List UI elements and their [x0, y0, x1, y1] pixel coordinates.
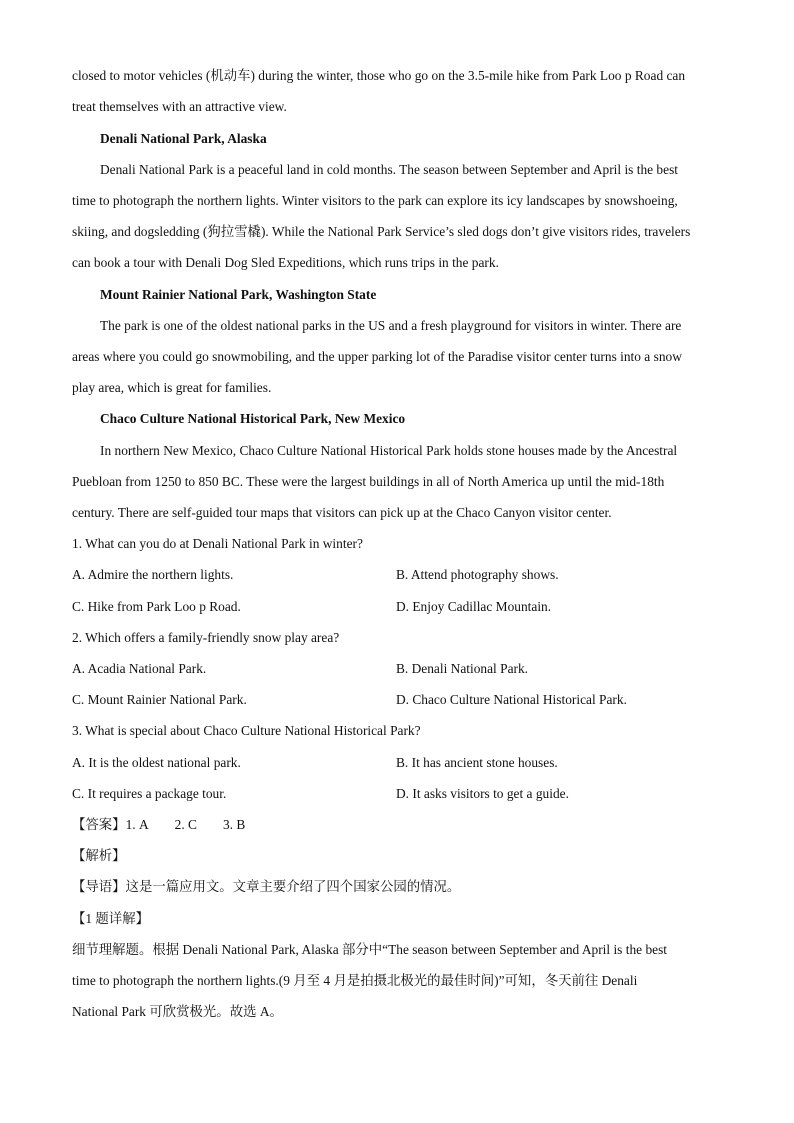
option-3b: B. It has ancient stone houses. — [396, 755, 558, 770]
passage-line: time to photograph the northern lights. Winter visitors to the park can explore its icy landscapes by snowshoeing, — [72, 193, 678, 208]
analysis-line: 细节理解题。根据 Denali National Park, Alaska 部分中“The season between September and April is the best — [72, 942, 668, 957]
option-2c: C. Mount Rainier National Park. — [72, 692, 247, 707]
passage-line: The park is one of the oldest national parks in the US and a fresh playground for visitors in winter. There are — [100, 318, 682, 333]
option-2d: D. Chaco Culture National Historical Park. — [396, 692, 627, 707]
option-1d: D. Enjoy Cadillac Mountain. — [396, 599, 552, 614]
option-1a: A. Admire the northern lights. — [72, 567, 234, 582]
passage-line: In northern New Mexico, Chaco Culture National Historical Park holds stone houses made by the Ancestral — [100, 443, 678, 458]
option-3c: C. It requires a package tour. — [72, 786, 227, 801]
answer-label: 【答案】 — [72, 817, 126, 832]
answer-3: 3. B — [222, 817, 246, 832]
guide-text: 【导语】这是一篇应用文。文章主要介绍了四个国家公园的情况。 — [72, 879, 461, 894]
section-heading-rainier: Mount Rainier National Park, Washington State — [100, 287, 377, 302]
section-heading-denali: Denali National Park, Alaska — [100, 131, 267, 146]
answer-2: 2. C — [174, 817, 197, 832]
passage-line: areas where you could go snowmobiling, and the upper parking lot of the Paradise visitor center turns into a snow — [72, 349, 682, 364]
section-heading-chaco: Chaco Culture National Historical Park, New Mexico — [100, 411, 406, 426]
option-3a: A. It is the oldest national park. — [72, 755, 241, 770]
question-stem-1: 1. What can you do at Denali National Park in winter? — [72, 536, 363, 551]
option-2b: B. Denali National Park. — [396, 661, 529, 676]
analysis-line: time to photograph the northern lights.(9 月至 4 月是拍摄北极光的最佳时间)”可知，冬天前往 Denali — [72, 973, 638, 988]
option-1b: B. Attend photography shows. — [396, 567, 559, 582]
option-1c: C. Hike from Park Loo p Road. — [72, 599, 241, 614]
passage-line: skiing, and dogsledding (狗拉雪橇). While the National Park Service’s sled dogs don’t give visitors rides, travelers — [72, 224, 691, 239]
option-3d: D. It asks visitors to get a guide. — [396, 786, 569, 801]
passage-line: closed to motor vehicles (机动车) during the winter, those who go on the 3.5-mile hike from Park Loo p Road can — [72, 68, 686, 83]
answer-1: 1. A — [125, 817, 149, 832]
passage-line: Denali National Park is a peaceful land in cold months. The season between September and April is the best — [100, 162, 679, 177]
passage-line: century. There are self-guided tour maps that visitors can pick up at the Chaco Canyon visitor center. — [72, 505, 612, 520]
analysis-line: National Park 可欣赏极光。故选 A。 — [72, 1004, 283, 1019]
answer-line — [72, 816, 732, 834]
question-stem-2: 2. Which offers a family-friendly snow play area? — [72, 630, 340, 645]
passage-line: can book a tour with Denali Dog Sled Expeditions, which runs trips in the park. — [72, 255, 499, 270]
option-2a: A. Acadia National Park. — [72, 661, 207, 676]
question-stem-3: 3. What is special about Chaco Culture National Historical Park? — [72, 723, 421, 738]
analysis-label: 【解析】 — [72, 848, 126, 863]
passage-line: treat themselves with an attractive view. — [72, 99, 287, 114]
passage-line: Puebloan from 1250 to 850 BC. These were the largest buildings in all of North America up until the mid-18th — [72, 474, 665, 489]
q1-detail-label: 【1 题详解】 — [72, 911, 149, 926]
passage-line: play area, which is great for families. — [72, 380, 272, 395]
